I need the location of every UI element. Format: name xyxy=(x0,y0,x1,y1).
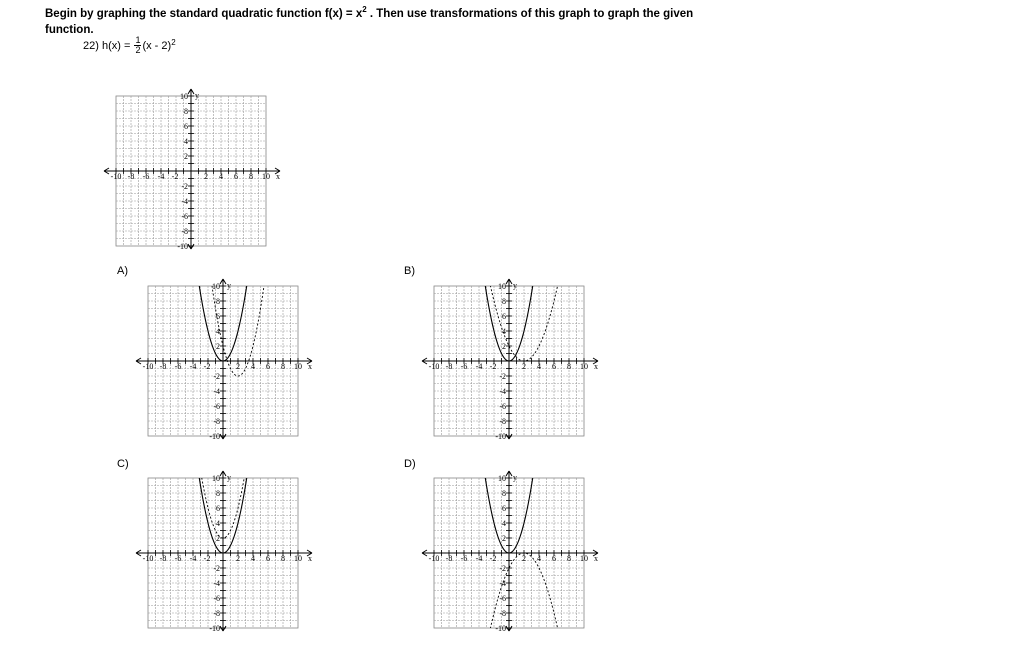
y-tick-label: 8 xyxy=(502,489,506,498)
coordinate-plane xyxy=(134,278,314,440)
x-tick-label: 2 xyxy=(204,172,208,181)
x-tick-label: 2 xyxy=(522,362,526,371)
x-tick-label: 10 xyxy=(294,554,302,563)
y-tick-label: -4 xyxy=(499,387,506,396)
x-tick-label: 4 xyxy=(219,172,223,181)
x-tick-label: -10 xyxy=(428,554,440,563)
x-tick-label: -6 xyxy=(174,554,182,563)
x-tick-label: 10 xyxy=(580,554,588,563)
coordinate-plane xyxy=(134,470,314,632)
y-axis-label: y xyxy=(227,281,231,290)
y-tick-label: 10 xyxy=(498,282,506,291)
x-tick-label: -4 xyxy=(475,362,483,371)
problem-expression: (x - 2) xyxy=(142,39,172,52)
y-tick-label: -8 xyxy=(499,417,506,426)
y-tick-label: -6 xyxy=(499,594,506,603)
standard-parabola xyxy=(434,0,584,553)
x-tick-label: -4 xyxy=(475,554,483,563)
fraction xyxy=(134,36,141,55)
option-d-graph[interactable] xyxy=(420,470,600,632)
y-tick-label: 6 xyxy=(502,504,506,513)
transformed-parabola xyxy=(148,0,298,538)
x-tick-label: -6 xyxy=(174,362,182,371)
option-c-label[interactable]: C) xyxy=(117,458,129,470)
fraction-numerator: 1 xyxy=(135,35,141,45)
x-tick-label: 6 xyxy=(552,554,556,563)
x-tick-label: -8 xyxy=(445,554,453,563)
x-tick-label: 2 xyxy=(236,554,240,563)
x-tick-label: 6 xyxy=(266,362,270,371)
x-tick-label: -6 xyxy=(460,554,468,563)
y-tick-label: 2 xyxy=(184,152,188,161)
x-tick-label: -4 xyxy=(189,362,197,371)
y-tick-label: -8 xyxy=(213,417,220,426)
y-tick-label: 6 xyxy=(216,504,220,513)
y-tick-label: -10 xyxy=(209,624,220,633)
y-tick-label: -2 xyxy=(499,564,506,573)
y-tick-label: -4 xyxy=(213,579,220,588)
x-axis-label: x xyxy=(308,554,312,563)
y-tick-label: 10 xyxy=(180,92,188,101)
x-tick-label: -8 xyxy=(127,172,135,181)
y-tick-label: 2 xyxy=(502,534,506,543)
x-tick-label: -2 xyxy=(171,172,179,181)
x-tick-label: 8 xyxy=(281,554,285,563)
instructions xyxy=(45,2,745,38)
y-tick-label: -10 xyxy=(495,432,506,441)
y-tick-label: 4 xyxy=(502,327,506,336)
y-tick-label: 4 xyxy=(502,519,506,528)
option-c-graph[interactable] xyxy=(134,470,314,632)
x-tick-label: 4 xyxy=(251,362,255,371)
x-tick-label: 8 xyxy=(567,554,571,563)
y-tick-label: 6 xyxy=(502,312,506,321)
y-tick-label: -2 xyxy=(499,372,506,381)
x-axis-label: x xyxy=(276,172,280,181)
instructions-line-1: Begin by graphing the standard quadratic function $f(x) = x^2$ . Then use transformations of this graph to graph the given xyxy=(45,5,694,20)
x-tick-label: -2 xyxy=(203,554,211,563)
y-tick-label: 2 xyxy=(216,534,220,543)
y-tick-label: 4 xyxy=(216,327,220,336)
y-axis-label: y xyxy=(513,281,517,290)
problem-statement xyxy=(83,36,176,55)
blank-graph-grid xyxy=(102,88,282,250)
x-tick-label: 8 xyxy=(249,172,253,181)
x-tick-label: 10 xyxy=(262,172,270,181)
x-tick-label: 8 xyxy=(567,362,571,371)
y-tick-label: -8 xyxy=(213,609,220,618)
y-tick-label: 8 xyxy=(216,489,220,498)
x-tick-label: 10 xyxy=(294,362,302,371)
y-tick-label: -10 xyxy=(177,242,188,251)
problem-number: 22) h(x) = xyxy=(83,39,134,52)
y-tick-label: -8 xyxy=(181,227,188,236)
standard-parabola xyxy=(148,0,298,553)
problem-exponent: 2 xyxy=(171,38,176,47)
coordinate-plane xyxy=(420,278,600,440)
x-tick-label: 4 xyxy=(537,554,541,563)
y-tick-label: 10 xyxy=(498,474,506,483)
x-tick-label: 8 xyxy=(281,362,285,371)
x-tick-label: -8 xyxy=(445,362,453,371)
y-tick-label: 8 xyxy=(502,297,506,306)
coordinate-plane xyxy=(102,88,282,250)
x-tick-label: -6 xyxy=(460,362,468,371)
x-tick-label: 6 xyxy=(266,554,270,563)
x-tick-label: -2 xyxy=(489,554,497,563)
option-a-label[interactable]: A) xyxy=(117,265,128,277)
x-tick-label: -2 xyxy=(203,362,211,371)
x-tick-label: -8 xyxy=(159,362,167,371)
x-tick-label: 2 xyxy=(522,554,526,563)
x-tick-label: -2 xyxy=(489,362,497,371)
option-d-label[interactable]: D) xyxy=(404,458,416,470)
x-tick-label: -4 xyxy=(189,554,197,563)
option-a-graph[interactable] xyxy=(134,278,314,440)
x-axis-label: x xyxy=(308,362,312,371)
x-tick-label: -4 xyxy=(157,172,165,181)
y-tick-label: -10 xyxy=(495,624,506,633)
y-tick-label: -10 xyxy=(209,432,220,441)
x-tick-label: 2 xyxy=(236,362,240,371)
y-tick-label: -2 xyxy=(213,372,220,381)
y-tick-label: 8 xyxy=(216,297,220,306)
x-axis-label: x xyxy=(594,554,598,563)
y-axis-label: y xyxy=(513,473,517,482)
option-b-label[interactable]: B) xyxy=(404,265,415,277)
y-tick-label: -6 xyxy=(499,402,506,411)
x-tick-label: -6 xyxy=(142,172,150,181)
x-tick-label: -10 xyxy=(110,172,122,181)
y-tick-label: -6 xyxy=(213,594,220,603)
x-tick-label: 10 xyxy=(580,362,588,371)
x-tick-label: 6 xyxy=(234,172,238,181)
x-tick-label: 4 xyxy=(537,362,541,371)
y-tick-label: 2 xyxy=(216,342,220,351)
coordinate-plane xyxy=(420,470,600,632)
y-tick-label: -6 xyxy=(213,402,220,411)
y-tick-label: -8 xyxy=(499,609,506,618)
y-tick-label: 10 xyxy=(212,282,220,291)
y-tick-label: 6 xyxy=(216,312,220,321)
y-axis-label: y xyxy=(195,91,199,100)
x-tick-label: -10 xyxy=(142,362,154,371)
y-tick-label: 6 xyxy=(184,122,188,131)
y-tick-label: -2 xyxy=(213,564,220,573)
y-tick-label: -4 xyxy=(181,197,188,206)
y-tick-label: 10 xyxy=(212,474,220,483)
y-tick-label: 4 xyxy=(184,137,188,146)
option-b-graph[interactable] xyxy=(420,278,600,440)
instructions-line-2: function. xyxy=(45,23,94,36)
x-tick-label: -8 xyxy=(159,554,167,563)
y-tick-label: 2 xyxy=(502,342,506,351)
y-tick-label: -4 xyxy=(499,579,506,588)
x-tick-label: 6 xyxy=(552,362,556,371)
y-tick-label: -6 xyxy=(181,212,188,221)
y-tick-label: -4 xyxy=(213,387,220,396)
y-tick-label: -2 xyxy=(181,182,188,191)
fraction-denominator: 2 xyxy=(135,45,141,55)
x-axis-label: x xyxy=(594,362,598,371)
y-axis-label: y xyxy=(227,473,231,482)
y-tick-label: 4 xyxy=(216,519,220,528)
y-tick-label: 8 xyxy=(184,107,188,116)
x-tick-label: -10 xyxy=(142,554,154,563)
x-tick-label: 4 xyxy=(251,554,255,563)
x-tick-label: -10 xyxy=(428,362,440,371)
